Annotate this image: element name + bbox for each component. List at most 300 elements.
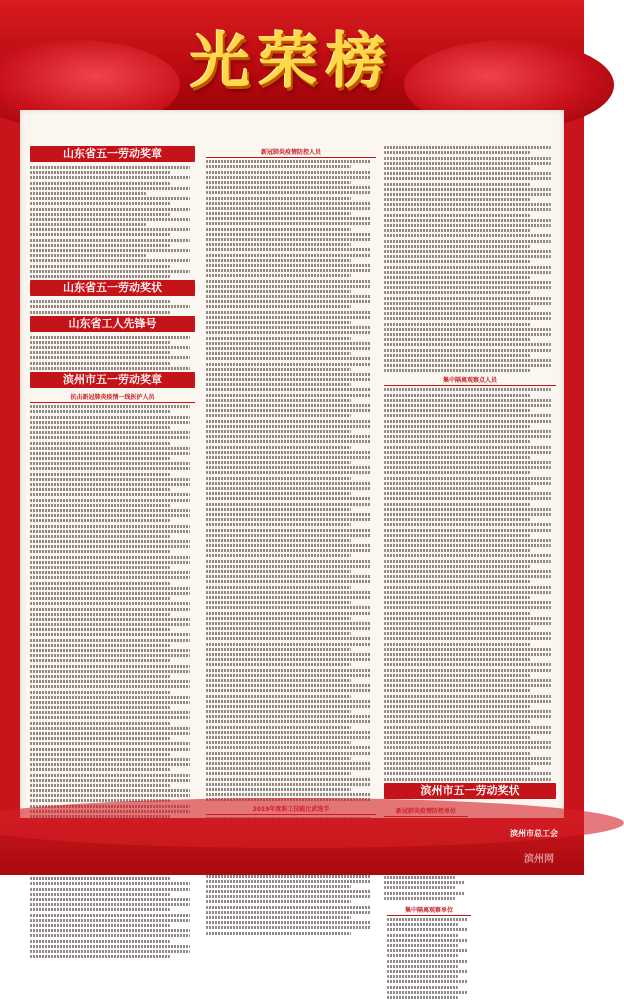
name-entry-line <box>206 160 371 163</box>
name-entry-line <box>30 908 170 911</box>
name-entry-line <box>384 323 530 326</box>
name-entry-line <box>206 762 371 765</box>
name-entry-line <box>206 186 371 189</box>
name-entry-line <box>384 281 551 284</box>
name-entry-line <box>30 665 190 668</box>
name-entry-line <box>206 658 371 661</box>
name-entry-line <box>30 955 170 958</box>
name-entry-line <box>206 627 371 630</box>
name-entry-line <box>30 675 170 678</box>
name-entry-line <box>206 202 371 205</box>
name-entry-line <box>206 471 371 474</box>
name-entry-line <box>384 317 551 320</box>
name-entry-line <box>384 897 455 900</box>
name-entry-line <box>206 606 371 609</box>
name-entry-line <box>30 753 170 756</box>
name-entry-line <box>206 259 351 262</box>
name-entry-line <box>206 674 371 677</box>
name-entry-line <box>384 354 530 357</box>
name-entry-line <box>206 570 351 573</box>
name-entry-line <box>30 628 170 631</box>
name-entry-line <box>30 888 190 891</box>
name-entry-line <box>206 487 371 490</box>
name-entry-line <box>387 939 468 942</box>
name-entry-line <box>206 513 371 516</box>
poster-title: 光荣榜 <box>190 27 394 97</box>
name-entry-line <box>30 218 190 221</box>
name-entry-line <box>206 264 371 267</box>
name-entry-line <box>384 648 551 651</box>
name-entry-line <box>206 290 351 293</box>
name-entry-line <box>206 906 371 909</box>
name-entry-line <box>206 793 371 796</box>
name-entry-line <box>387 944 458 947</box>
name-entry-line <box>206 895 371 898</box>
name-entry-line <box>30 426 170 429</box>
name-entry-line <box>206 518 371 521</box>
name-entry-line <box>384 746 551 749</box>
name-entry-line <box>206 767 371 770</box>
name-entry-line <box>387 954 458 957</box>
section-header: 滨州市五一劳动奖状 <box>384 783 556 799</box>
name-entry-line <box>30 311 170 314</box>
name-entry-line <box>384 767 530 770</box>
name-entry-line <box>30 457 170 460</box>
name-entry-line <box>206 679 351 682</box>
name-entry-line <box>206 715 371 718</box>
name-entry-line <box>384 570 551 573</box>
name-entry-line <box>206 176 371 179</box>
name-entry-line <box>30 587 190 590</box>
name-entry-line <box>384 286 551 289</box>
name-entry-line <box>206 300 371 303</box>
name-entry-line <box>206 710 351 713</box>
name-entry-line <box>384 151 530 154</box>
name-entry-line <box>30 701 190 704</box>
name-entry-line <box>384 705 530 708</box>
name-entry-line <box>384 503 530 506</box>
name-entry-line <box>206 544 371 547</box>
name-entry-line <box>384 172 551 175</box>
name-entry-line <box>384 674 530 677</box>
name-entry-line <box>384 544 551 547</box>
name-entry-line <box>30 166 190 169</box>
name-entry-line <box>384 529 551 532</box>
name-entry-line <box>384 487 530 490</box>
name-entry-line <box>30 208 190 211</box>
name-entry-line <box>384 622 551 625</box>
name-entry-line <box>387 986 458 989</box>
name-entry-line <box>206 726 351 729</box>
name-entry-line <box>30 244 170 247</box>
name-entry-line <box>30 893 170 896</box>
name-entry-line <box>30 519 170 522</box>
name-entry-line <box>30 742 190 745</box>
name-entry-line <box>206 222 371 225</box>
section-header: 山东省五一劳动奖状 <box>30 280 195 296</box>
section-header: 山东省五一劳动奖章 <box>30 146 195 162</box>
name-entry-line <box>30 670 190 673</box>
name-entry-line <box>384 162 551 165</box>
name-entry-line <box>384 307 530 310</box>
name-entry-line <box>206 440 371 443</box>
name-entry-line <box>206 461 351 464</box>
name-entry-line <box>206 228 351 231</box>
name-entry-line <box>206 539 351 542</box>
name-entry-line <box>206 337 351 340</box>
name-entry-line <box>384 388 551 391</box>
name-entry-line <box>206 783 371 786</box>
section-header: 滨州市五一劳动奖章 <box>30 372 195 388</box>
name-entry-line <box>384 741 551 744</box>
name-entry-line <box>206 736 371 739</box>
name-entry-line <box>384 255 551 258</box>
name-entry-line <box>206 731 371 734</box>
name-entry-line <box>30 509 190 512</box>
name-entry-line <box>384 663 551 666</box>
name-entry-line <box>384 420 551 423</box>
name-entry-line <box>30 270 190 273</box>
name-entry-line <box>384 586 551 589</box>
name-entry-line <box>206 181 351 184</box>
name-entry-line <box>206 165 351 168</box>
name-entry-line <box>206 420 371 423</box>
name-entry-line <box>384 560 551 563</box>
name-entry-line <box>30 447 190 450</box>
name-entry-line <box>387 980 468 983</box>
name-entry-line <box>384 518 530 521</box>
name-entry-line <box>206 171 371 174</box>
name-entry-line <box>30 182 170 185</box>
name-entry-line <box>206 926 371 929</box>
name-entry-line <box>384 554 551 557</box>
name-entry-line <box>30 300 170 303</box>
name-entry-line <box>206 549 371 552</box>
name-entry-line <box>384 632 551 635</box>
name-entry-line <box>206 399 351 402</box>
name-entry-line <box>206 669 371 672</box>
name-entry-line <box>384 752 530 755</box>
name-entry-line <box>206 554 351 557</box>
name-entry-line <box>30 202 170 205</box>
name-entry-line <box>30 608 190 611</box>
name-entry-line <box>30 597 170 600</box>
name-entry-line <box>206 305 351 308</box>
name-entry-line <box>30 239 190 242</box>
name-entry-line <box>384 736 530 739</box>
name-entry-line <box>384 369 530 372</box>
name-entry-line <box>30 356 190 359</box>
name-entry-line <box>206 331 371 334</box>
name-entry-line <box>206 248 371 251</box>
name-entry-line <box>384 778 551 781</box>
name-entry-line <box>384 349 551 352</box>
name-entry-line <box>206 295 371 298</box>
name-entry-line <box>384 430 551 433</box>
name-entry-line <box>206 534 371 537</box>
name-entry-line <box>206 900 351 903</box>
issuer-signature: 滨州市总工会 <box>510 829 558 838</box>
name-entry-line <box>30 924 170 927</box>
name-entry-line <box>206 523 351 526</box>
name-entry-line <box>30 903 190 906</box>
name-entry-line <box>206 233 371 236</box>
name-entry-line <box>384 219 551 222</box>
name-entry-line <box>30 525 190 528</box>
name-entry-line <box>384 414 551 417</box>
name-entry-line <box>206 347 371 350</box>
name-entry-line <box>206 456 371 459</box>
name-entry-line <box>30 416 190 419</box>
name-entry-line <box>30 405 190 408</box>
name-entry-line <box>384 260 530 263</box>
name-entry-line <box>30 779 190 782</box>
name-entry-line <box>384 523 551 526</box>
name-entry-line <box>30 784 170 787</box>
name-entry-line <box>384 364 551 367</box>
name-entry-line <box>384 710 551 713</box>
name-entry-line <box>384 606 551 609</box>
name-entry-line <box>387 928 468 931</box>
name-entry-line <box>206 497 371 500</box>
name-entry-line <box>30 362 170 365</box>
name-entry-line <box>30 467 190 470</box>
name-entry-line <box>30 566 170 569</box>
name-entry-line <box>206 435 371 438</box>
name-entry-line <box>206 342 371 345</box>
name-entry-line <box>206 217 371 220</box>
name-entry-line <box>384 302 551 305</box>
name-entry-line <box>206 932 351 935</box>
name-entry-line <box>384 643 530 646</box>
name-entry-line <box>30 233 170 236</box>
name-entry-line <box>30 265 170 268</box>
name-entry-line <box>384 312 551 315</box>
name-entry-line <box>30 571 190 574</box>
name-entry-line <box>206 466 371 469</box>
name-entry-line <box>30 691 170 694</box>
name-entry-line <box>206 596 371 599</box>
name-entry-line <box>30 882 190 885</box>
name-entry-line <box>384 565 530 568</box>
section-header: 山东省工人先锋号 <box>30 316 195 332</box>
bottom-ribbon <box>0 818 584 875</box>
name-entry-line <box>384 695 551 698</box>
name-entry-line <box>384 580 530 583</box>
name-entry-line <box>206 321 351 324</box>
name-entry-line <box>30 341 170 344</box>
name-entry-line <box>206 492 351 495</box>
name-entry-line <box>384 627 530 630</box>
name-entry-line <box>384 240 551 243</box>
name-entry-line <box>206 921 371 924</box>
name-entry-line <box>384 684 551 687</box>
name-entry-line <box>30 582 170 585</box>
subsection-title: 新冠肺炎疫情防控人员 <box>206 147 376 158</box>
name-entry-line <box>30 431 190 434</box>
name-entry-line <box>30 305 190 308</box>
name-entry-line <box>206 632 351 635</box>
name-entry-line <box>30 499 190 502</box>
name-entry-line <box>384 343 551 346</box>
name-entry-line <box>384 214 530 217</box>
name-entry-line <box>30 478 190 481</box>
name-entry-line <box>384 591 551 594</box>
name-entry-line <box>384 435 551 438</box>
top-banner <box>0 0 584 112</box>
name-entry-line <box>30 535 170 538</box>
name-entry-line <box>384 466 551 469</box>
name-entry-line <box>206 503 371 506</box>
watermark: 滨州网 <box>524 854 554 865</box>
name-entry-line <box>206 352 351 355</box>
name-entry-line <box>384 757 551 760</box>
name-entry-line <box>30 192 146 195</box>
name-entry-line <box>384 508 551 511</box>
name-entry-line <box>384 198 530 201</box>
name-entry-line <box>30 187 190 190</box>
name-entry-line <box>206 575 371 578</box>
name-entry-line <box>30 748 190 751</box>
name-entry-line <box>30 556 190 559</box>
name-entry-line <box>30 410 170 413</box>
name-entry-line <box>384 762 551 765</box>
name-entry-line <box>206 280 371 283</box>
name-entry-line <box>206 207 371 210</box>
name-entry-line <box>30 197 190 200</box>
name-entry-line <box>30 732 190 735</box>
name-entry-line <box>384 177 551 180</box>
name-entry-line <box>387 975 458 978</box>
name-entry-line <box>206 757 351 760</box>
name-entry-line <box>384 477 551 480</box>
name-entry-line <box>384 451 551 454</box>
name-entry-line <box>206 368 351 371</box>
name-entry-line <box>206 689 371 692</box>
name-entry-line <box>384 146 551 149</box>
name-entry-line <box>30 613 170 616</box>
name-entry-line <box>206 394 371 397</box>
name-entry-line <box>384 658 530 661</box>
name-entry-line <box>384 456 530 459</box>
name-entry-line <box>387 996 458 999</box>
name-entry-line <box>30 530 190 533</box>
name-entry-line <box>206 197 351 200</box>
name-entry-line <box>30 223 146 226</box>
name-entry-line <box>30 644 170 647</box>
name-entry-line <box>30 758 190 761</box>
name-entry-line <box>384 394 530 397</box>
name-entry-line <box>384 404 551 407</box>
name-entry-line <box>30 592 190 595</box>
name-entry-line <box>206 617 351 620</box>
name-entry-line <box>384 167 530 170</box>
name-entry-line <box>384 534 530 537</box>
name-entry-line <box>384 497 551 500</box>
name-entry-line <box>206 778 371 781</box>
name-entry-line <box>30 254 146 257</box>
name-entry-line <box>384 409 530 412</box>
name-entry-line <box>384 338 530 341</box>
name-entry-line <box>30 367 190 370</box>
name-entry-line <box>206 591 371 594</box>
name-entry-line <box>384 276 530 279</box>
name-entry-line <box>387 918 468 921</box>
subsection-title: 集中隔离观察单位 <box>387 905 471 916</box>
name-entry-line <box>387 934 458 937</box>
name-entry-line <box>30 794 190 797</box>
name-entry-line <box>384 266 551 269</box>
name-entry-line <box>384 297 551 300</box>
name-entry-line <box>206 191 371 194</box>
name-entry-line <box>30 789 190 792</box>
name-entry-line <box>206 425 371 428</box>
name-entry-line <box>30 249 190 252</box>
name-entry-line <box>30 706 170 709</box>
name-entry-line <box>30 654 190 657</box>
name-entry-line <box>206 363 371 366</box>
name-entry-line <box>384 549 530 552</box>
name-entry-line <box>206 482 371 485</box>
name-entry-line <box>206 580 371 583</box>
name-entry-line <box>384 193 551 196</box>
name-entry-line <box>206 684 371 687</box>
name-entry-line <box>384 539 551 542</box>
name-entry-line <box>206 705 371 708</box>
name-entry-line <box>384 359 551 362</box>
name-entry-line <box>387 923 458 926</box>
name-entry-line <box>206 409 371 412</box>
name-entry-line <box>206 451 371 454</box>
name-entry-line <box>384 689 530 692</box>
name-entry-line <box>30 488 170 491</box>
name-entry-line <box>30 727 190 730</box>
name-entry-line <box>206 508 351 511</box>
name-entry-line <box>384 653 551 656</box>
name-entry-line <box>384 575 551 578</box>
name-entry-line <box>384 720 530 723</box>
name-entry-line <box>384 446 551 449</box>
name-entry-line <box>30 473 170 476</box>
name-entry-line <box>30 176 190 179</box>
name-entry-line <box>384 291 530 294</box>
name-entry-line <box>384 245 530 248</box>
name-entry-line <box>206 414 351 417</box>
name-entry-line <box>30 504 170 507</box>
name-entry-line <box>30 934 190 937</box>
name-entry-line <box>206 916 351 919</box>
name-entry-line <box>30 540 190 543</box>
name-entry-line <box>206 746 371 749</box>
name-entry-line <box>206 212 351 215</box>
name-entry-line <box>30 945 190 948</box>
name-entry-line <box>387 949 468 952</box>
name-entry-line <box>30 929 190 932</box>
name-entry-line <box>384 461 551 464</box>
name-entry-line <box>384 726 551 729</box>
name-entry-line <box>206 378 371 381</box>
name-entry-line <box>206 404 371 407</box>
name-entry-line <box>206 622 371 625</box>
unit-list-right <box>387 902 471 1001</box>
name-entry-line <box>206 788 351 791</box>
name-entry-line <box>206 446 351 449</box>
name-entry-line <box>384 637 551 640</box>
name-entry-line <box>30 685 190 688</box>
name-entry-line <box>384 876 455 879</box>
name-entry-line <box>384 700 551 703</box>
name-entry-line <box>206 311 371 314</box>
